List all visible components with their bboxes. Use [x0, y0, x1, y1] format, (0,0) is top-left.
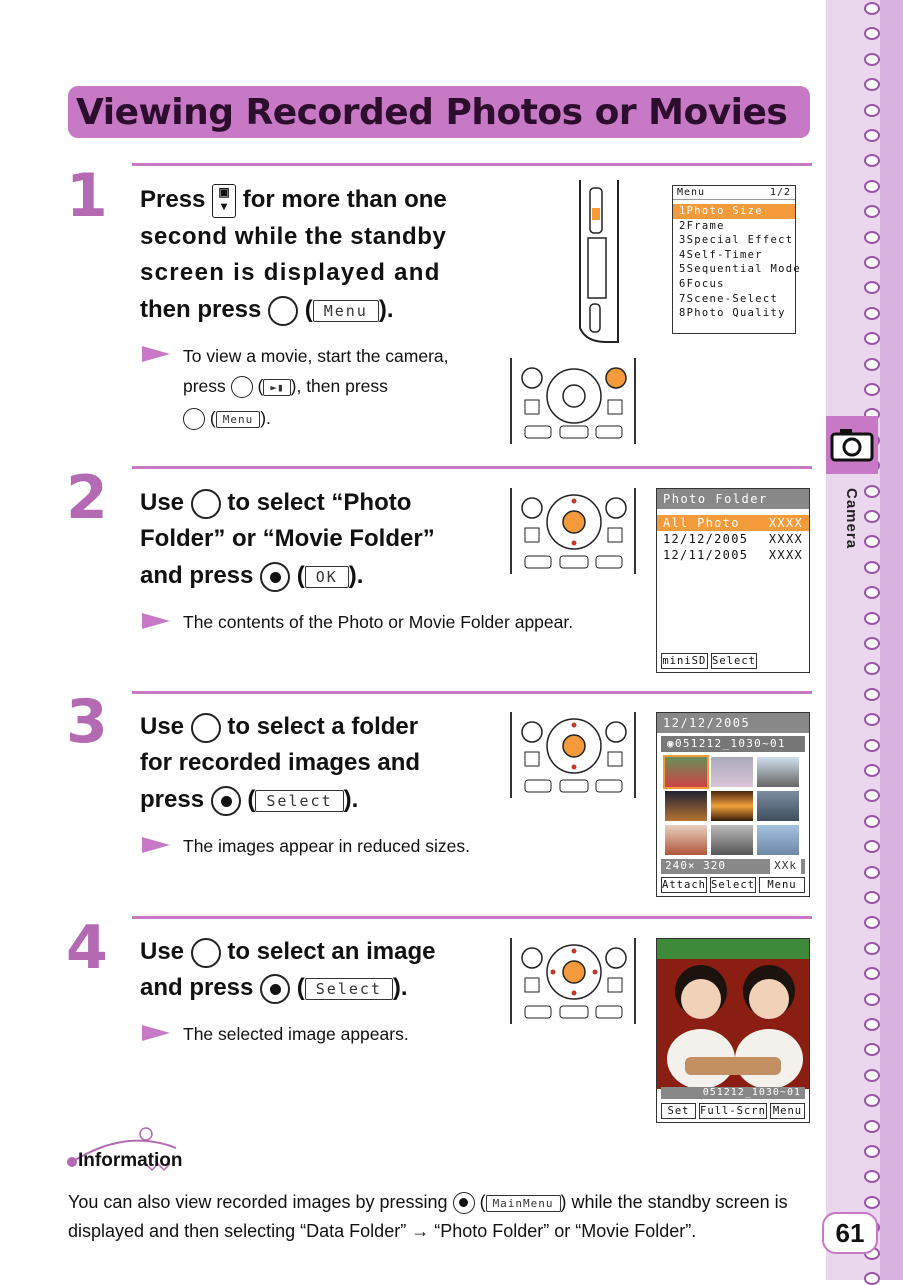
menu-item[interactable]: 7Scene-Select [679, 292, 779, 305]
image-softkeys [661, 1103, 805, 1119]
softkey-full-screen[interactable]: Full-Scrn [700, 1105, 766, 1117]
image-dimensions: 240× 320 [665, 859, 726, 872]
camera-tab [826, 416, 878, 474]
step-2-text-b: and press [140, 562, 254, 589]
information-title: Information [78, 1150, 183, 1171]
step-2-text-use: Use [140, 489, 185, 516]
step-3-number: 3 [66, 687, 108, 757]
thumbnail-info-bar [661, 859, 805, 874]
binding-ring [864, 256, 880, 269]
binding-ring [864, 764, 880, 777]
binding-ring [864, 27, 880, 40]
note-arrow-3 [142, 837, 170, 853]
step-3-text-use: Use [140, 713, 185, 740]
binding-ring [864, 1272, 880, 1285]
step-4-line-2: and press ( Select ). [140, 970, 408, 1007]
step-1-text-b: then press [140, 296, 262, 323]
step-2-text-a: to select “Photo [227, 489, 412, 516]
soft-key-icon [268, 296, 298, 326]
binding-ring [864, 739, 880, 752]
menu-item[interactable]: 1Photo Size [673, 204, 795, 219]
step-1-line-4: then press ( Menu ). [140, 292, 394, 329]
binding-ring [864, 1094, 880, 1107]
image-file-size: XXk [770, 859, 801, 874]
binding-ring [864, 1145, 880, 1158]
step-2-line-3: and press ( OK ). [140, 558, 363, 595]
menu-screen-page: 1/2 [769, 187, 791, 198]
binding-ring [864, 332, 880, 345]
step-3-line-2: for recorded images and [140, 749, 421, 776]
step-1-note-3: ( Menu ). [183, 402, 271, 434]
center-key-icon [453, 1192, 475, 1214]
side-band [880, 0, 903, 1280]
binding-ring [864, 586, 880, 599]
photo-folder-title: Photo Folder [657, 489, 809, 509]
binding-ring [864, 688, 880, 701]
information-line-1: You can also view recorded images by pressing ( MainMenu ) while the standby screen is [68, 1188, 788, 1217]
step-2-note: The contents of the Photo or Movie Folder appear. [183, 612, 574, 632]
softkey-attach[interactable]: Attach [662, 879, 706, 891]
keypad-step-4 [510, 938, 636, 1024]
binding-ring [864, 1170, 880, 1183]
step-1-line-3: screen is displayed and [140, 259, 441, 286]
thumbnail[interactable] [757, 757, 799, 787]
step-4-rule [132, 916, 812, 919]
thumbnail[interactable] [711, 791, 753, 821]
note-arrow-1 [142, 346, 170, 362]
step-3-rule [132, 691, 812, 694]
binding-ring [864, 231, 880, 244]
center-key-icon [211, 786, 241, 816]
binding-ring [864, 993, 880, 1006]
step-4-text-b: and press [140, 974, 254, 1001]
thumbnail[interactable] [711, 757, 753, 787]
phone-side-illustration [566, 178, 626, 343]
center-key-icon [260, 562, 290, 592]
information-line-2: displayed and then selecting “Data Folder” → “Photo Folder” or “Movie Folder”. [68, 1221, 697, 1241]
folder-name: 12/12/2005 [663, 532, 749, 546]
binding-ring [864, 1196, 880, 1209]
soft-key-icon [183, 408, 205, 430]
thumbnail-folder: ◉051212_1030~01 [661, 736, 805, 752]
nav-updown-icon [191, 713, 221, 743]
binding-ring [864, 205, 880, 218]
folder-count: XXXX [768, 548, 803, 562]
binding-ring [864, 2, 880, 15]
keypad-step-3 [510, 712, 636, 798]
folder-count: XXXX [768, 516, 803, 530]
binding-ring [864, 510, 880, 523]
binding-ring [864, 485, 880, 498]
binding-ring [864, 307, 880, 320]
binding-ring [864, 637, 880, 650]
softkey-select[interactable]: Select [712, 655, 756, 667]
binding-ring [864, 916, 880, 929]
page-title: Viewing Recorded Photos or Movies [76, 92, 788, 133]
menu-key-label-small: Menu [216, 411, 261, 428]
folder-name: 12/11/2005 [663, 548, 749, 562]
binding-ring [864, 942, 880, 955]
keypad-step-2 [510, 488, 636, 574]
select-key-label: Select [255, 790, 343, 812]
thumbnail[interactable] [665, 825, 707, 855]
step-1-text-press: Press [140, 186, 206, 213]
binding-ring [864, 281, 880, 294]
menu-item[interactable]: 5Sequential Mode [679, 263, 801, 276]
step-3-line-1 [140, 709, 418, 746]
thumbnail[interactable] [665, 757, 707, 787]
folder-row[interactable] [657, 515, 809, 531]
menu-item[interactable]: 6Focus [679, 277, 725, 290]
binding-ring [864, 1069, 880, 1082]
thumbnail[interactable] [757, 825, 799, 855]
folder-softkeys [661, 653, 805, 669]
thumbnail-screen [656, 712, 810, 897]
menu-item[interactable]: 8Photo Quality [679, 307, 786, 320]
select-key-label: Select [305, 978, 393, 1000]
video-key-icon: ►▮ [263, 379, 290, 396]
menu-item[interactable]: 2Frame [679, 219, 725, 232]
image-filename: 051212_1030~01 [702, 1087, 801, 1098]
step-2-rule [132, 466, 812, 469]
thumbnail-title: 12/12/2005 [657, 713, 809, 733]
menu-screen [672, 185, 801, 334]
info-text-b: while the standby screen is [571, 1192, 788, 1212]
binding-ring [864, 78, 880, 91]
step-1-line-1 [140, 182, 447, 219]
camera-icon [826, 416, 878, 474]
step-4-number: 4 [66, 913, 108, 983]
menu-item[interactable]: 4Self-Timer [679, 248, 763, 261]
binding-ring [864, 53, 880, 66]
binding-ring [864, 358, 880, 371]
ok-key-label: OK [305, 566, 349, 588]
side-label: Camera [843, 488, 860, 550]
thumbnail-softkeys [661, 877, 805, 893]
step-4-line-1 [140, 934, 435, 971]
mainmenu-key-label: MainMenu [486, 1195, 561, 1212]
folder-row[interactable] [657, 531, 809, 547]
binding-ring [864, 535, 880, 548]
folder-row[interactable] [657, 547, 809, 563]
binding-ring [864, 383, 880, 396]
softkey-set[interactable]: Set [661, 1103, 696, 1119]
step-4-note: The selected image appears. [183, 1024, 409, 1044]
step-3-text-b: press [140, 786, 205, 813]
binding-ring [864, 1120, 880, 1133]
image-filename-bar [661, 1087, 805, 1099]
note-arrow-2 [142, 613, 170, 629]
binding-ring [864, 967, 880, 980]
page-number: 61 [822, 1212, 878, 1254]
binding-ring [864, 180, 880, 193]
note-then: then press [306, 376, 388, 396]
center-key-icon [260, 974, 290, 1004]
binding-ring [864, 789, 880, 802]
binding-ring [864, 612, 880, 625]
softkey-minisd[interactable]: miniSD [662, 655, 707, 667]
step-1-line-2: second while the standby [140, 223, 447, 250]
binding-ring [864, 891, 880, 904]
thumbnail-folder-name: 051212_1030~01 [674, 737, 786, 750]
nav-updown-icon [191, 489, 221, 519]
binding-ring [864, 713, 880, 726]
step-1-note-1: To view a movie, start the camera, [183, 346, 449, 366]
binding-ring [864, 1043, 880, 1056]
menu-items [673, 204, 801, 321]
photo-twins-image [657, 939, 809, 1089]
step-1-note-2: press ( ►▮ ), then press [183, 370, 388, 402]
menu-item[interactable]: 3Special Effect [679, 234, 794, 247]
keypad-step-1 [510, 358, 636, 444]
folder-name: All Photo [663, 516, 740, 530]
step-3-note: The images appear in reduced sizes. [183, 836, 470, 856]
step-1-text-a: for more than one [242, 186, 447, 213]
softkey-select[interactable]: Select [711, 879, 755, 891]
step-2-number: 2 [66, 463, 108, 533]
note-press: press [183, 376, 226, 396]
camera-key-icon: ▣ ▾ [212, 184, 236, 218]
step-2-line-2: Folder” or “Movie Folder” [140, 525, 435, 552]
soft-key-icon [231, 376, 253, 398]
binding-ring [864, 154, 880, 167]
binding-ring [864, 1018, 880, 1031]
softkey-menu[interactable]: Menu [759, 877, 805, 893]
menu-key-label: Menu [313, 300, 379, 322]
nav-4way-icon [191, 938, 221, 968]
note-arrow-4 [142, 1025, 170, 1041]
step-1-number: 1 [66, 161, 108, 231]
binding-ring [864, 815, 880, 828]
binding-ring [864, 866, 880, 879]
step-2-line-1 [140, 485, 411, 522]
binding-ring [864, 840, 880, 853]
thumbnail[interactable] [757, 791, 799, 821]
binding-ring [864, 662, 880, 675]
step-4-text-a: to select an image [227, 938, 436, 965]
step-3-text-a: to select a folder [227, 713, 419, 740]
image-view-screen [656, 938, 810, 1123]
info-text-a: You can also view recorded images by pressing [68, 1192, 448, 1212]
thumbnail[interactable] [665, 791, 707, 821]
folder-count: XXXX [768, 532, 803, 546]
binding-ring [864, 129, 880, 142]
step-3-line-3: press ( Select ). [140, 782, 358, 819]
photo-folder-screen [656, 488, 810, 673]
menu-screen-title: Menu [677, 187, 706, 198]
softkey-menu[interactable]: Menu [770, 1103, 805, 1119]
step-4-text-use: Use [140, 938, 185, 965]
binding-ring [864, 104, 880, 117]
step-1-rule [132, 163, 812, 166]
thumbnail[interactable] [711, 825, 753, 855]
binding-ring [864, 561, 880, 574]
